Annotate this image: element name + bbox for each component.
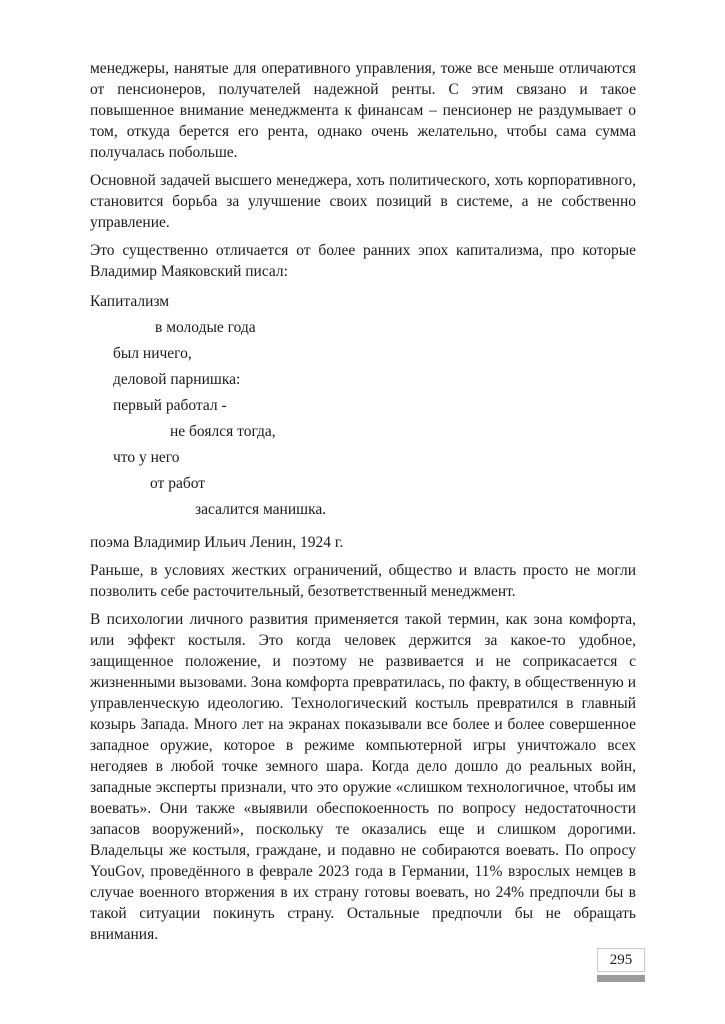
poem-caption: поэма Владимир Ильич Ленин, 1924 г. [90,534,344,551]
poem-line: не боялся тогда, [170,423,276,440]
poem-line: от работ [150,475,206,492]
poem-line: в молодые года [155,319,256,336]
paragraph: менеджеры, нанятые для оперативного управления, тоже все меньше отличаются от пенсионеров, получателей надежной ренты. С этим связано и такое повышенное внимание менеджмента к финансам – пенсионер не раздумывает о том, откуда берется его рента, однако очень желательно, чтобы сама сумма получалась побольше. [90,60,636,161]
poem-line: что у него [113,449,180,466]
page-number-value: 295 [597,948,645,972]
poem-line: деловой парнишка: [113,371,241,388]
poem-quote [90,289,636,523]
text-content-area [90,58,636,952]
paragraph: Основной задачей высшего менеджера, хоть политического, хоть корпоративного, становится борьба за улучшение своих позиций в системе, а не собственно управление. [90,172,636,231]
poem-line: был ничего, [113,345,192,362]
paragraph: Это существенно отличается от более ранних эпох капитализма, про которые Владимир Маяковский писал: [90,242,636,280]
paragraph: В психологии личного развития применяется такой термин, как зона комфорта, или эффект костыля. Это когда человек держится за какое-то удобное, защищенное положение, и поэтому не развивается и не соприкасается с жизненными вызовами. Зона комфорта превратилась, по факту, в общественную и управленческую идеологию. Технологический костыль превратился в главный козырь Запада. Много лет на экранах показывали все более и более совершенное западное оружие, которое в режиме компьютерной игры уничтожало всех негодяев в любой точке земного шара. Когда дело дошло до реальных войн, западные эксперты признали, что это оружие «слишком технологичное, чтобы им воевать». Они также «выявили обеспокоенность по вопросу недостаточности запасов вооружений», поскольку те оказались еще и слишком дорогими. Владельцы же костыля, граждане, и подавно не собираются воевать. По опросу YouGov, проведённого в феврале 2023 года в Германии, 11% взрослых немцев в случае военного вторжения в их страну готовы воевать, но 24% предпочли бы в такой ситуации покинуть страну. Остальные предпочли бы не обращать внимания. [90,611,636,943]
paragraph: Раньше, в условиях жестких ограничений, общество и власть просто не могли позволить себе расточительный, безответственный менеджмент. [90,562,636,600]
page-number-underline [597,975,645,982]
page-number [597,948,645,982]
poem-line: первый работал - [113,397,227,414]
poem-line: засалится манишка. [195,501,327,518]
poem-line: Капитализм [90,293,170,310]
